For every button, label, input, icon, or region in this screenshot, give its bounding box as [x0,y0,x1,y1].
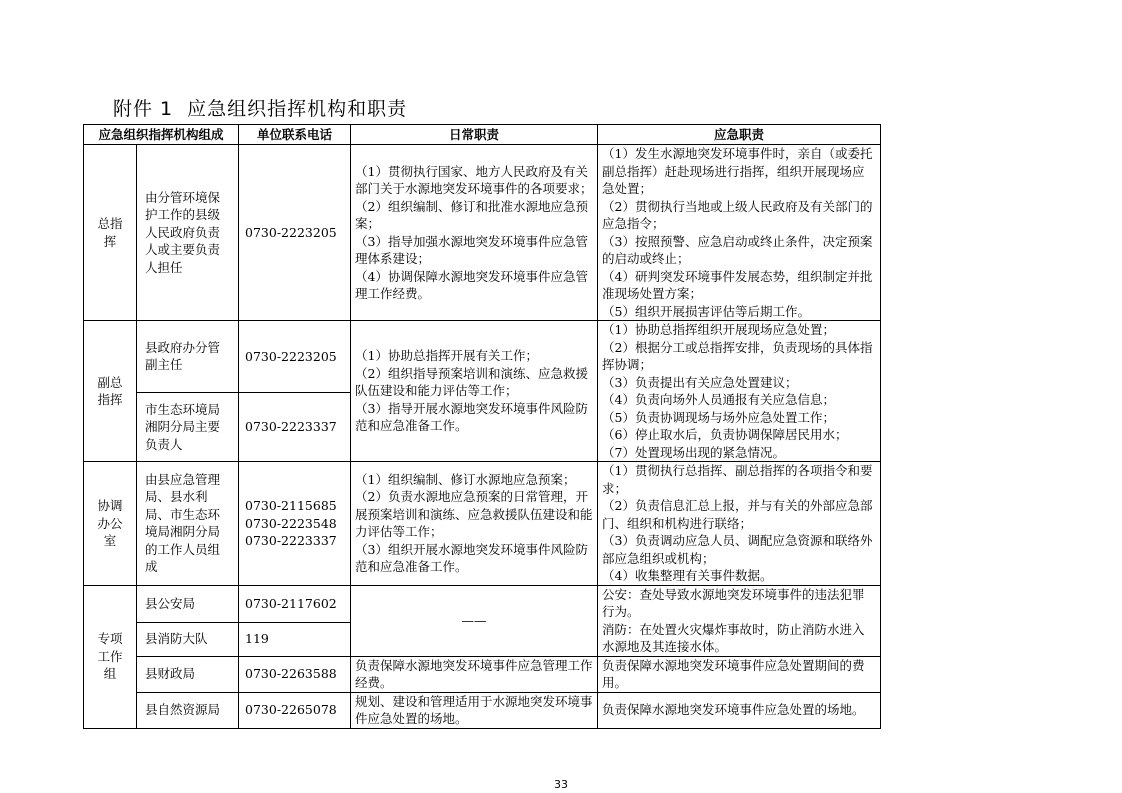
duty-item: （2）组织指导预案培训和演练、应急救援队伍建设和能力评估等工作； [355,365,588,399]
emergency-item: 消防：在处置火灾爆炸事故时，防止消防水进入水源地及其连接水体。 [602,621,865,654]
emergency-item: （4）研判突发环境事件发展态势，组织制定并批准现场处置方案； [602,268,873,301]
emergency-item: （4）负责向场外人员通报有关应急信息； [602,392,835,407]
phone-cell [239,622,351,656]
emergency-item: （2）贯彻执行当地或上级人民政府及有关部门的应急指令； [602,198,873,231]
group-cell: 总指挥 [84,145,137,321]
emergency-item: （4）收集整理有关事件数据。 [602,568,773,583]
unit-cell: 县消防大队 [137,622,239,656]
header-phone: 单位联系电话 [239,125,351,145]
emergency-item: （6）停止取水后，负责协调保障居民用水； [602,427,848,442]
emergency-item: （5）组织开展损害评估等后期工作。 [602,303,810,319]
table-row [84,585,881,622]
emergency-duty-cell: 负责保障水源地突发环境事件应急处置期间的费用。 [598,656,881,692]
phone-cell [239,656,351,692]
page-number: 33 [554,778,568,791]
attachment-label: 附件 1 [113,98,174,120]
emergency-item: （1）贯彻执行总指挥、副总指挥的各项指令和要求； [602,463,873,496]
daily-duty-cell: —— [351,585,598,656]
emergency-item: （3）按照预警、应急启动或终止条件，决定预案的启动或终止； [602,233,873,266]
header-daily-duty: 日常职责 [351,125,598,145]
phone-number: 0730-2223337 [245,419,337,434]
emergency-item: （3）负责提出有关应急处置建议； [602,374,798,390]
phone-number: 0730-2117602 [245,595,337,611]
table-row [84,321,881,393]
phone-cell [239,462,351,586]
emergency-item: （2）负责信息汇总上报，并与有关的外部应急部门、组织和机构进行联络； [602,498,873,531]
unit-cell: 县财政局 [137,656,239,692]
duty-item: （3）指导开展水源地突发环境事件风险防范和应急准备工作。 [355,400,588,434]
emergency-item: （2）根据分工或总指挥安排，负责现场的具体指挥协调； [602,339,873,372]
table-row [84,145,881,321]
duty-item: （1）协助总指挥开展有关工作； [355,348,538,364]
duty-item: （2）负责水源地应急预案的日常管理，开展预案培训和演练、应急救援队伍建设和能力评估等工作； [355,489,593,540]
header-emergency-duty: 应急职责 [598,125,881,145]
phone-number: 0730-2223205 [245,348,337,364]
group-cell: 协调办公室 [84,462,137,586]
emergency-item: （5）负责协调现场与场外应急处置工作； [602,409,835,425]
phone-cell [239,692,351,728]
unit-cell: 由分管环境保护工作的县级人民政府负责人或主要负责人担任 [137,145,239,321]
title-text: 应急组织指挥机构和职责 [187,98,408,120]
phone-number: 0730-2263588 [245,666,337,682]
daily-duty-cell: 规划、建设和管理适用于水源地突发环境事件应急处置的场地。 [351,692,598,728]
duty-item: （3）组织开展水源地突发环境事件风险防范和应急准备工作。 [355,541,588,575]
unit-cell: 由县应急管理局、县水利局、市生态环境局湘阴分局的工作人员组成 [137,462,239,586]
emergency-item: （7）处置现场出现的紧急情况。 [602,444,785,460]
daily-duty-cell [351,321,598,462]
duty-item: （1）贯彻执行国家、地方人民政府及有关部门关于水源地突发环境事件的各项要求； [355,163,593,196]
emergency-item: （1）发生水源地突发环境事件时，亲自（或委托副总指挥）赶赴现场进行指挥，组织开展现场应急处置； [602,146,873,196]
daily-duty-cell [351,462,598,586]
group-cell: 专项工作组 [84,585,137,728]
duty-item: （4）协调保障水源地突发环境事件应急管理工作经费。 [355,268,588,301]
phone-number: 119 [245,631,269,647]
phone-number: 0730-2223548 [245,515,337,531]
emergency-duty-cell [598,585,881,656]
table-row [84,656,881,692]
duty-item: （1）组织编制、修订水源地应急预案； [355,471,576,487]
duty-item: （2）组织编制、修订和批准水源地应急预案； [355,198,588,231]
emergency-duty-cell [598,321,881,462]
phone-number: 0730-2223205 [245,224,337,240]
unit-cell: 县公安局 [137,585,239,622]
daily-duty-cell [351,145,598,321]
emergency-item: （1）协助总指挥组织开展现场应急处置； [602,322,835,337]
emergency-item: 公安：查处导致水源地突发环境事件的违法犯罪行为。 [602,586,865,619]
unit-cell: 市生态环境局湘阴分局主要负责人 [137,392,239,461]
emergency-duty-cell [598,462,881,586]
table-row [84,692,881,728]
page-title [113,96,407,122]
emergency-duty-cell [598,145,881,321]
phone-number: 0730-2223337 [245,533,337,548]
emergency-duty-cell: 负责保障水源地突发环境事件应急处置的场地。 [598,692,881,728]
unit-cell: 县政府办分管副主任 [137,321,239,393]
group-cell: 副总指挥 [84,321,137,462]
table-row [84,462,881,586]
phone-cell [239,321,351,393]
phone-cell [239,145,351,321]
phone-number: 0730-2115685 [245,498,337,513]
phone-number: 0730-2265078 [245,702,337,718]
responsibility-table [83,124,881,729]
header-organization: 应急组织指挥机构组成 [84,125,239,145]
phone-cell [239,585,351,622]
daily-duty-cell: 负责保障水源地突发环境事件应急管理工作经费。 [351,656,598,692]
emergency-item: （3）负责调动应急人员、调配应急资源和联络外部应急组织或机构； [602,533,873,566]
unit-cell: 县自然资源局 [137,692,239,728]
duty-item: （3）指导加强水源地突发环境事件应急管理体系建设； [355,233,588,266]
table-header-row [84,125,881,145]
phone-cell [239,392,351,461]
